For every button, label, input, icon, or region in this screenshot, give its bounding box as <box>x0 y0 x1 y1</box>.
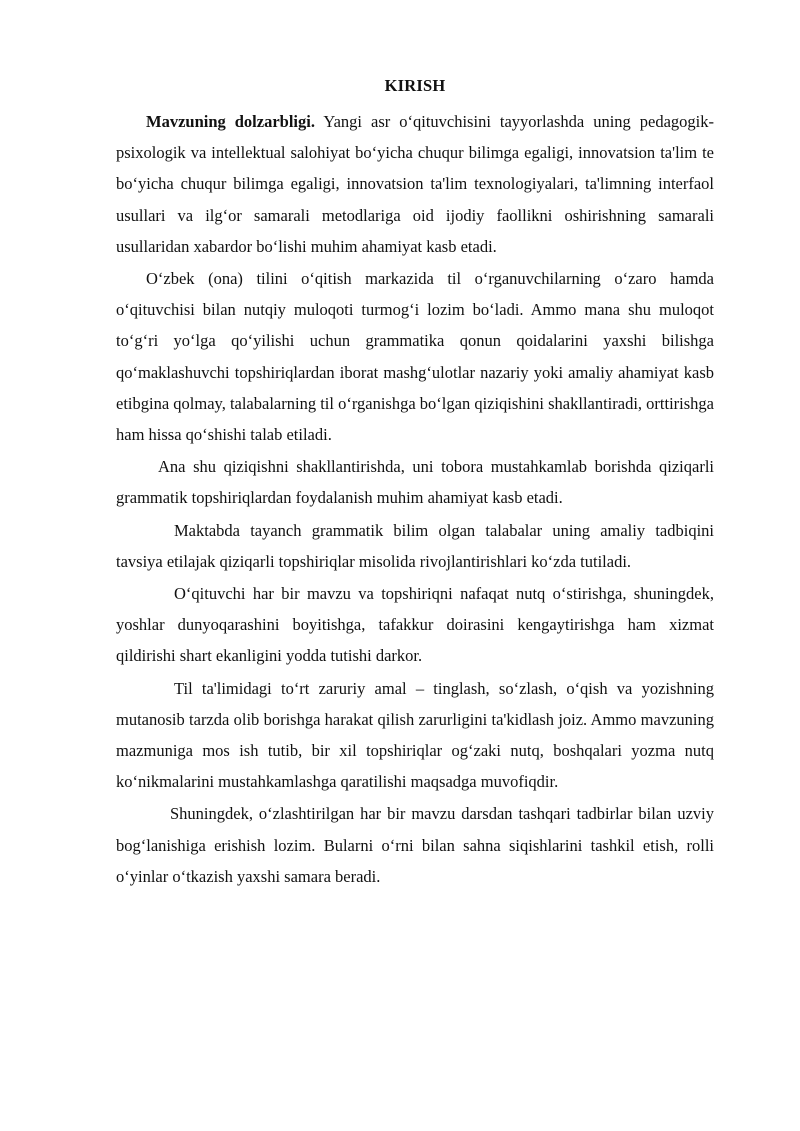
paragraph: O‘zbek (ona) tilini o‘qitish markazida til o‘rganuvchilarning o‘zaro hamda o‘qituvchisi bilan nutqiy muloqoti turmog‘i lozim bo‘ladi. Ammo mana shu muloqot to‘g‘ri yo‘lga qo‘yilishi uchun grammatika qonun qoidalarini yaxshi bilishga qo‘maklashuvchi topshiriqlardan iborat mashg‘ulotlar nazariy yoki amaliy ahamiyat kasb etibgina qolmay, talabalarning til o‘rganishga bo‘lgan qiziqishini shakllantiradi, orttirishga ham hissa qo‘shishi talab etiladi. <box>116 269 714 445</box>
document-page <box>116 76 714 892</box>
paragraph-relevance <box>116 106 714 262</box>
paragraph: Shuningdek, o‘zlashtirilgan har bir mavzu darsdan tashqari tadbirlar bilan uzviy bog‘lanishiga erishish lozim. Bularni o‘rni bilan sahna siqishlarini tashkil etish, rolli o‘yinlar o‘tkazish yaxshi samara beradi. <box>116 804 714 886</box>
document-title: KIRISH <box>384 76 446 95</box>
paragraph: Til ta'limidagi to‘rt zaruriy amal – tinglash, so‘zlash, o‘qish va yozishning mutanosib tarzda olib borishga harakat qilish zarurligini ta'kidlash joiz. Ammo mavzuning mazmuniga mos ish tutib, bir xil topshiriqlar og‘zaki nutq, boshqalari yozma nutq ko‘nikmalarini mustahkamlashga qaratilishi maqsadga muvofiqdir. <box>116 678 714 792</box>
paragraph: O‘qituvchi har bir mavzu va topshiriqni nafaqat nutq o‘stirishga, shuningdek, yoshlar dunyoqarashini boyitishga, tafakkur doirasini kengaytirishga ham xizmat qildirishi shart ekanligini yodda tutishi darkor. <box>116 584 714 666</box>
paragraph: Maktabda tayanch grammatik bilim olgan talabalar uning amaliy tadbiqini tavsiya etilajak qiziqarli topshiriqlar misolida rivojlantirishlari ko‘zda tutiladi. <box>116 520 714 571</box>
paragraph-lead: Mavzuning dolzarbligi. <box>146 112 315 131</box>
paragraph: Ana shu qiziqishni shakllantirishda, uni tobora mustahkamlab borishda qiziqarli grammatik topshiriqlardan foydalanish muhim ahamiyat kasb etadi. <box>116 457 714 508</box>
paragraph-text: Yangi asr o‘qituvchisini tayyorlashda uning pedagogik-psixologik va intellektual salohiyat bo‘yicha chuqur bilimga egaligi, innovatsion ta'lim te bo‘yicha chuqur bilimga egaligi, innovatsion ta'lim texnologiyalari, ta'limning interfaol usullari va ilg‘or samarali metodlariga oid ijodiy faollikni oshirishning samarali usullaridan xabardor bo‘lishi muhim ahamiyat kasb etadi. <box>116 112 714 256</box>
